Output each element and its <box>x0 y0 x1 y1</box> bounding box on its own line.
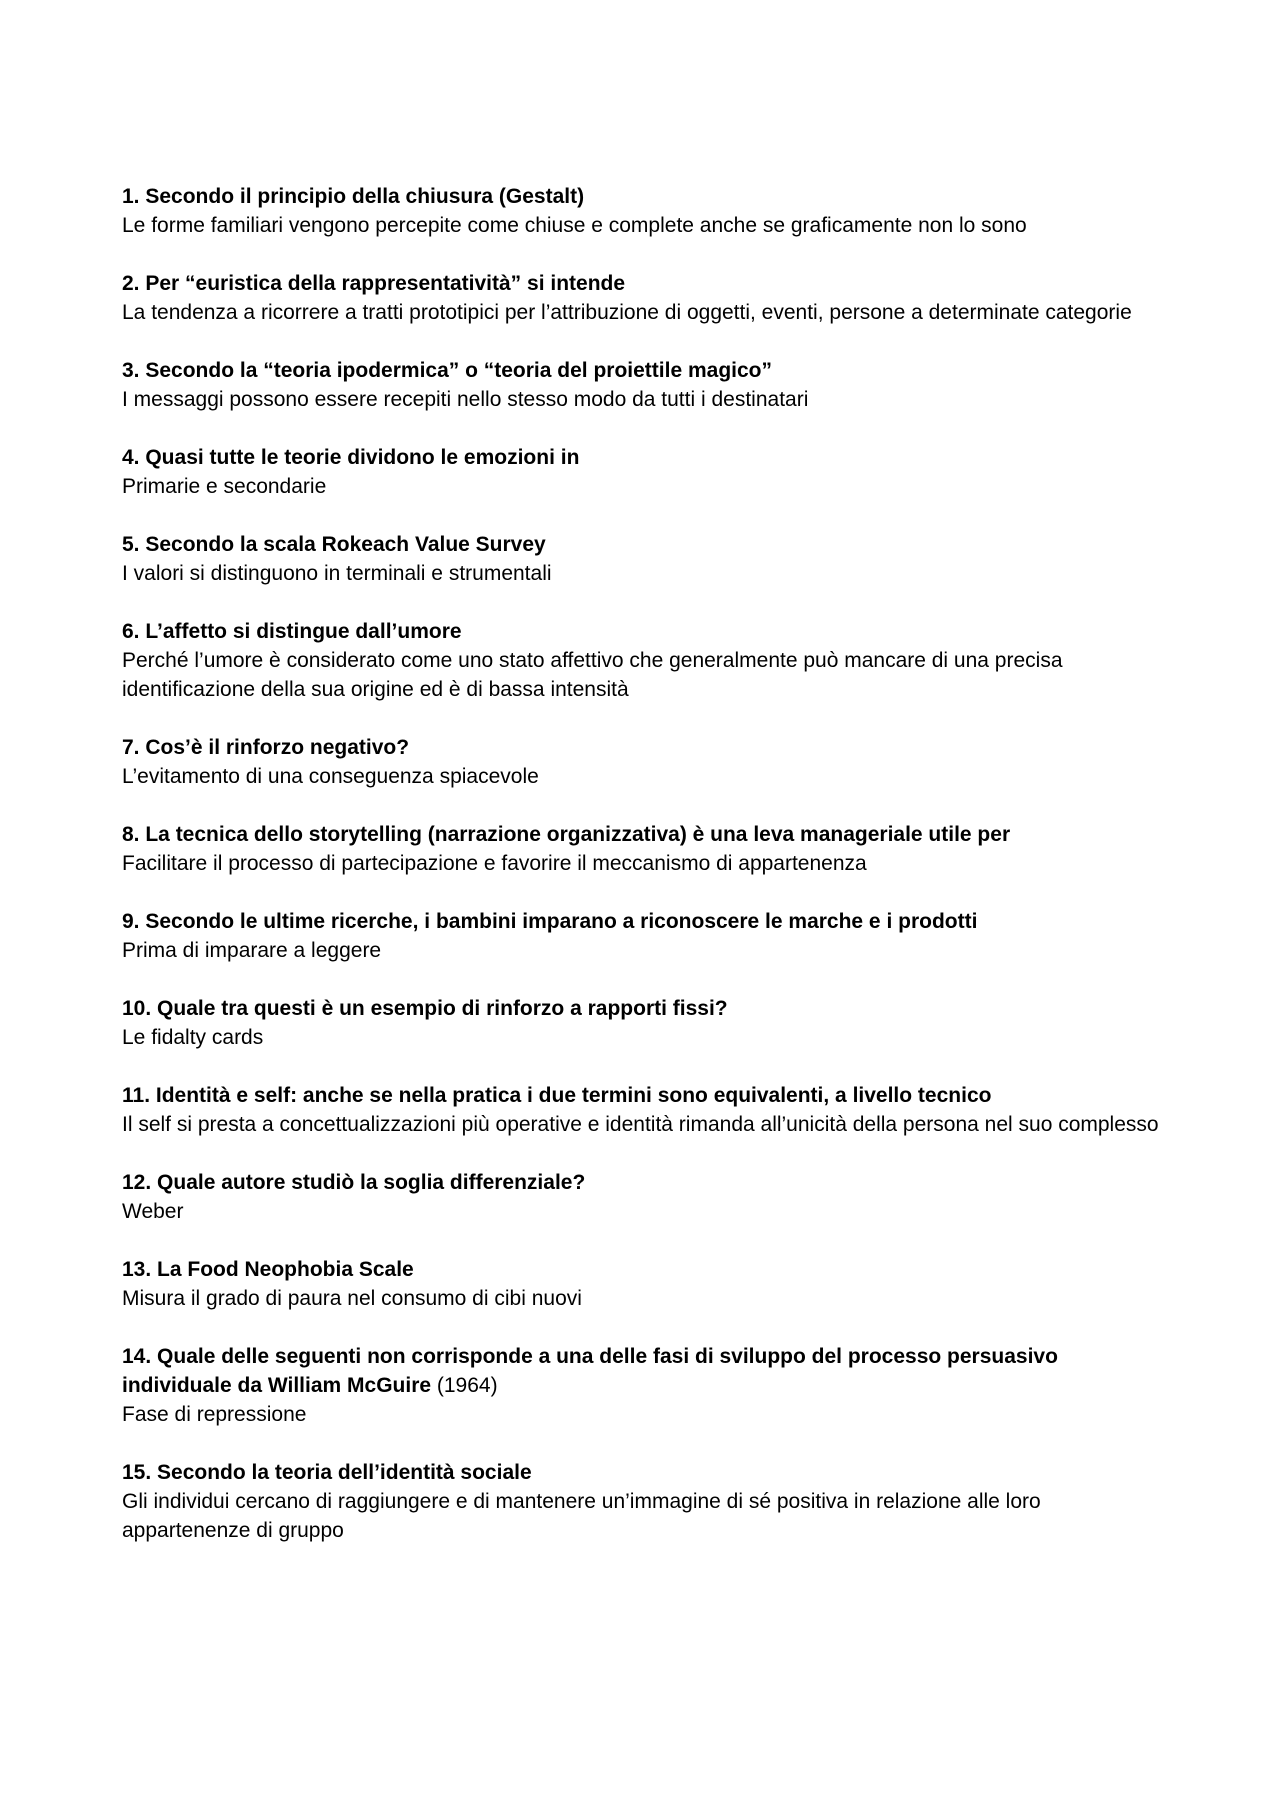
question-3: 3. Secondo la “teoria ipodermica” o “teoria del proiettile magico” <box>122 359 772 382</box>
answer-8: Facilitare il processo di partecipazione e favorire il meccanismo di appartenenza <box>122 852 867 875</box>
question-12: 12. Quale autore studiò la soglia differenziale? <box>122 1171 586 1194</box>
answer-13: Misura il grado di paura nel consumo di cibi nuovi <box>122 1287 582 1310</box>
qa-item-9 <box>122 907 1162 965</box>
qa-item-15 <box>122 1458 1162 1545</box>
qa-item-14 <box>122 1342 1162 1429</box>
question-2: 2. Per “euristica della rappresentatività” si intende <box>122 272 626 295</box>
document-body <box>122 182 1162 1574</box>
qa-item-13 <box>122 1255 1162 1313</box>
qa-item-6 <box>122 617 1162 704</box>
answer-6: Perché l’umore è considerato come uno stato affettivo che generalmente può mancare di una precisa identificazione della sua origine ed è di bassa intensità <box>122 649 1063 701</box>
answer-14: Fase di repressione <box>122 1403 307 1426</box>
question-11: 11. Identità e self: anche se nella pratica i due termini sono equivalenti, a livello tecnico <box>122 1084 992 1107</box>
question-6: 6. L’affetto si distingue dall’umore <box>122 620 462 643</box>
question-15: 15. Secondo la teoria dell’identità sociale <box>122 1461 532 1484</box>
question-7: 7. Cos’è il rinforzo negativo? <box>122 736 410 759</box>
answer-12: Weber <box>122 1200 184 1223</box>
answer-3: I messaggi possono essere recepiti nello stesso modo da tutti i destinatari <box>122 388 809 411</box>
question-1: 1. Secondo il principio della chiusura (Gestalt) <box>122 185 585 208</box>
question-14-text: 14. Quale delle seguenti non corrisponde a una delle fasi di sviluppo del processo persuasivo individuale da William McGuire <box>122 1345 1058 1397</box>
qa-item-10 <box>122 994 1162 1052</box>
answer-9: Prima di imparare a leggere <box>122 939 382 962</box>
answer-2: La tendenza a ricorrere a tratti prototipici per l’attribuzione di oggetti, eventi, persone a determinate categorie <box>122 301 1132 324</box>
question-4: 4. Quasi tutte le teorie dividono le emozioni in <box>122 446 580 469</box>
qa-item-5 <box>122 530 1162 588</box>
question-14-year: (1964) <box>431 1374 498 1397</box>
qa-item-12 <box>122 1168 1162 1226</box>
qa-item-2 <box>122 269 1162 327</box>
qa-item-4 <box>122 443 1162 501</box>
qa-item-8 <box>122 820 1162 878</box>
qa-item-3 <box>122 356 1162 414</box>
answer-1: Le forme familiari vengono percepite come chiuse e complete anche se graficamente non lo sono <box>122 214 1027 237</box>
answer-7: L’evitamento di una conseguenza spiacevole <box>122 765 539 788</box>
qa-item-11 <box>122 1081 1162 1139</box>
question-13: 13. La Food Neophobia Scale <box>122 1258 414 1281</box>
question-5: 5. Secondo la scala Rokeach Value Survey <box>122 533 546 556</box>
answer-4: Primarie e secondarie <box>122 475 327 498</box>
qa-item-7 <box>122 733 1162 791</box>
question-8: 8. La tecnica dello storytelling (narrazione organizzativa) è una leva manageriale utile per <box>122 823 1011 846</box>
answer-11: Il self si presta a concettualizzazioni più operative e identità rimanda all’unicità della persona nel suo complesso <box>122 1113 1159 1136</box>
question-14 <box>122 1342 1162 1400</box>
question-10: 10. Quale tra questi è un esempio di rinforzo a rapporti fissi? <box>122 997 728 1020</box>
answer-15: Gli individui cercano di raggiungere e di mantenere un’immagine di sé positiva in relazione alle loro appartenenze di gruppo <box>122 1490 1041 1542</box>
answer-5: I valori si distinguono in terminali e strumentali <box>122 562 552 585</box>
qa-item-1 <box>122 182 1162 240</box>
answer-10: Le fidalty cards <box>122 1026 264 1049</box>
question-9: 9. Secondo le ultime ricerche, i bambini imparano a riconoscere le marche e i prodotti <box>122 910 978 933</box>
